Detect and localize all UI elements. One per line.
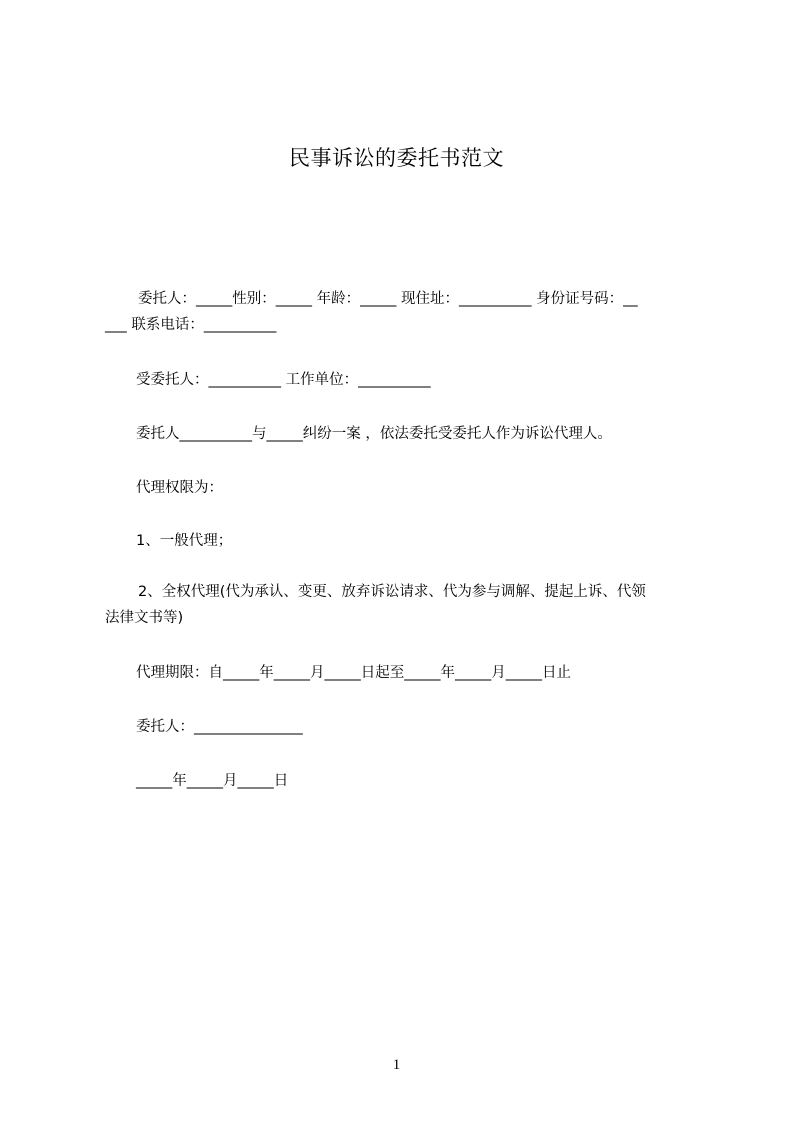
entrustment-statement-paragraph: 委托人__________与_____纠纷一案 ，依法委托受委托人作为诉讼代理人。	[136, 426, 612, 442]
principal-signature-line: 委托人：_______________	[136, 719, 303, 735]
agency-period-paragraph: 代理期限：自_____年_____月_____日起至_____年_____月_____日止	[136, 665, 571, 681]
principal-info-line-1: 委托人：_____性别：_____ 年龄：_____ 现住址：__________ 身份证号码：__	[138, 291, 638, 307]
authority-option-full-line-2: 法律文书等)	[105, 610, 184, 626]
principal-info-line-2: ___ 联系电话：__________	[105, 317, 277, 333]
page-number: 1	[392, 1057, 401, 1073]
principal-info-paragraph	[105, 286, 705, 338]
authority-heading: 代理权限为：	[136, 480, 223, 496]
authority-option-full-line-1: 2、全权代理(代为承认、变更、放弃诉讼请求、代为参与调解、提起上诉、代领	[138, 584, 646, 600]
authority-option-general: 1、一般代理；	[136, 533, 233, 549]
agent-info-paragraph: 受委托人：__________ 工作单位：__________	[136, 372, 431, 388]
authority-option-full	[105, 579, 705, 631]
document-title: 民事诉讼的委托书范文	[289, 146, 504, 170]
signature-date-line: _____年_____月_____日	[136, 773, 289, 789]
